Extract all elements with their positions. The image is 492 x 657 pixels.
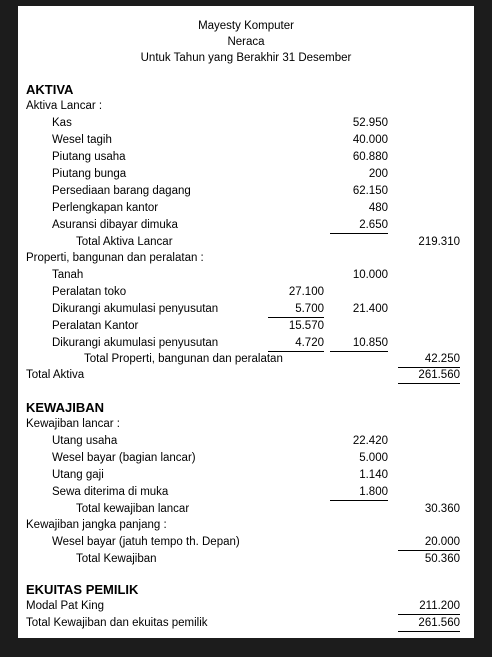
item-value-underlined: 1.800 [330,485,388,501]
item-label: Perlengkapan kantor [52,202,159,214]
item-value: 22.420 [352,435,388,447]
peralatan-kantor-net: 10.850 [330,336,388,352]
total-kewajiban-label: Total Kewajiban [76,553,157,565]
peralatan-kantor-value: 15.570 [288,320,324,332]
peralatan-kantor-label: Peralatan Kantor [52,320,139,332]
total-kewajiban-value: 50.360 [424,553,460,565]
item-value: 62.150 [352,185,388,197]
balance-sheet-document [18,6,474,638]
section-title-ekuitas: EKUITAS PEMILIK [26,582,139,597]
total-kewajiban-ekuitas-value: 261.560 [398,616,460,632]
total-properti-label: Total Properti, bangunan dan peralatan [84,353,283,365]
item-value-underlined: 2.650 [330,218,388,234]
report-title: Neraca [227,36,265,48]
item-value: 1.140 [359,469,388,481]
tanah-value: 10.000 [352,269,388,281]
akumulasi-penyusutan-toko-value: 5.700 [268,302,324,318]
peralatan-toko-net: 21.400 [352,303,388,315]
report-period: Untuk Tahun yang Berakhir 31 Desember [140,52,352,64]
peralatan-toko-label: Peralatan toko [52,286,127,298]
item-value: 5.000 [359,452,388,464]
item-label: Kas [52,117,72,129]
section-title-kewajiban: KEWAJIBAN [26,400,105,415]
subsection-kewajiban-jangka-panjang: Kewajiban jangka panjang : [26,519,167,531]
akumulasi-penyusutan-kantor-value: 4.720 [268,336,324,352]
company-name: Mayesty Komputer [198,20,294,32]
subsection-aktiva-lancar: Aktiva Lancar : [26,100,103,112]
section-title-aktiva: AKTIVA [26,82,74,97]
item-value: 60.880 [352,151,388,163]
wesel-bayar-value: 20.000 [398,535,460,551]
item-value: 52.950 [352,117,388,129]
item-label: Utang gaji [52,469,104,481]
item-label: Piutang usaha [52,151,126,163]
akumulasi-penyusutan-toko-label: Dikurangi akumulasi penyusutan [52,303,219,315]
item-label: Sewa diterima di muka [52,486,169,498]
wesel-bayar-label: Wesel bayar (jatuh tempo th. Depan) [52,536,240,548]
total-properti-value: 42.250 [398,352,460,368]
subsection-kewajiban-lancar: Kewajiban lancar : [26,418,120,430]
tanah-label: Tanah [52,269,84,281]
subsection-properti: Properti, bangunan dan peralatan : [26,252,204,264]
item-label: Asuransi dibayar dimuka [52,219,178,231]
total-aktiva-lancar-label: Total Aktiva Lancar [76,236,173,248]
item-label: Wesel tagih [52,134,112,146]
total-aktiva-value: 261.560 [398,368,460,384]
akumulasi-penyusutan-kantor-label: Dikurangi akumulasi penyusutan [52,337,219,349]
item-value: 40.000 [352,134,388,146]
modal-label: Modal Pat King [26,600,104,612]
modal-value: 211.200 [398,599,460,615]
item-value: 480 [368,202,388,214]
item-label: Utang usaha [52,435,118,447]
item-value: 200 [368,168,388,180]
total-kewajiban-lancar-value: 30.360 [424,503,460,515]
item-label: Persediaan barang dagang [52,185,191,197]
total-aktiva-lancar-value: 219.310 [418,236,460,248]
total-kewajiban-ekuitas-label: Total Kewajiban dan ekuitas pemilik [26,617,208,629]
item-label: Wesel bayar (bagian lancar) [52,452,196,464]
total-aktiva-label: Total Aktiva [26,369,85,381]
peralatan-toko-value: 27.100 [288,286,324,298]
item-label: Piutang bunga [52,168,127,180]
total-kewajiban-lancar-label: Total kewajiban lancar [76,503,190,515]
